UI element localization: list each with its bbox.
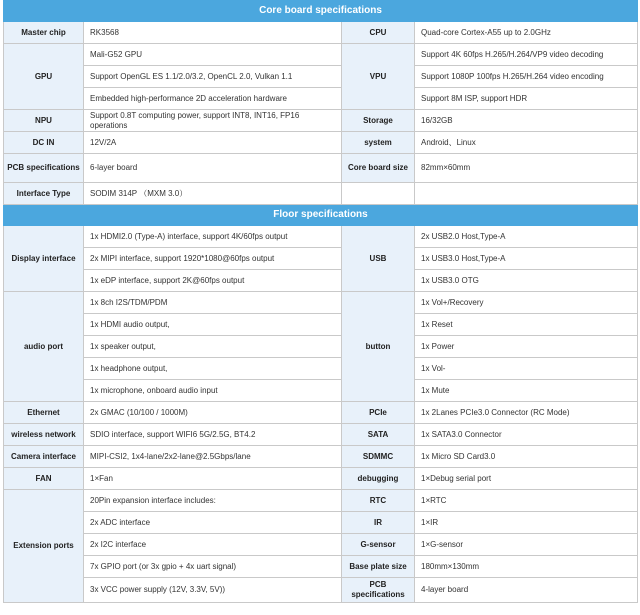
audio-port-label: audio port xyxy=(4,292,84,402)
gpu-value-1: Mali-G52 GPU xyxy=(84,44,342,66)
dc-in-label: DC IN xyxy=(4,132,84,154)
core-section-title: Core board specifications xyxy=(4,1,638,22)
extension-value-4: 7x GPIO port (or 3x gpio + 4x uart signal) xyxy=(84,556,342,578)
core-pcb-label: PCB specifications xyxy=(4,154,84,183)
pcie-value: 1x 2Lanes PCIe3.0 Connector (RC Mode) xyxy=(415,402,638,424)
extension-ports-label: Extension ports xyxy=(4,490,84,603)
ethernet-label: Ethernet xyxy=(4,402,84,424)
cpu-value: Quad-core Cortex-A55 up to 2.0GHz xyxy=(415,22,638,44)
npu-value: Support 0.8T computing power, support INT8, INT16, FP16 operations xyxy=(84,110,342,132)
usb-value-3: 1x USB3.0 OTG xyxy=(415,270,638,292)
button-label: button xyxy=(342,292,415,402)
vpu-value-2: Support 1080P 100fps H.265/H.264 video encoding xyxy=(415,66,638,88)
usb-label: USB xyxy=(342,226,415,292)
audio-value-1: 1x 8ch I2S/TDM/PDM xyxy=(84,292,342,314)
extension-value-2: 2x ADC interface xyxy=(84,512,342,534)
gsensor-value: 1×G-sensor xyxy=(415,534,638,556)
gpu-label: GPU xyxy=(4,44,84,110)
rtc-label: RTC xyxy=(342,490,415,512)
vpu-label: VPU xyxy=(342,44,415,110)
floor-section-title: Floor specifications xyxy=(4,205,638,226)
button-value-2: 1x Reset xyxy=(415,314,638,336)
master-chip-label: Master chip xyxy=(4,22,84,44)
npu-label: NPU xyxy=(4,110,84,132)
ethernet-value: 2x GMAC (10/100 / 1000M) xyxy=(84,402,342,424)
debugging-value: 1×Debug serial port xyxy=(415,468,638,490)
interface-type-value: SODIM 314P （MXM 3.0） xyxy=(84,183,342,205)
debugging-label: debugging xyxy=(342,468,415,490)
extension-value-3: 2x I2C interface xyxy=(84,534,342,556)
wireless-label: wireless network xyxy=(4,424,84,446)
dc-in-value: 12V/2A xyxy=(84,132,342,154)
extension-value-1: 20Pin expansion interface includes: xyxy=(84,490,342,512)
empty-cell xyxy=(415,183,638,205)
cpu-label: CPU xyxy=(342,22,415,44)
gsensor-label: G-sensor xyxy=(342,534,415,556)
camera-label: Camera interface xyxy=(4,446,84,468)
ir-label: IR xyxy=(342,512,415,534)
gpu-value-2: Support OpenGL ES 1.1/2.0/3.2, OpenCL 2.0, Vulkan 1.1 xyxy=(84,66,342,88)
interface-type-label: Interface Type xyxy=(4,183,84,205)
floor-pcb-value: 4-layer board xyxy=(415,578,638,603)
sdmmc-label: SDMMC xyxy=(342,446,415,468)
gpu-value-3: Embedded high-performance 2D acceleration hardware xyxy=(84,88,342,110)
usb-value-1: 2x USB2.0 Host,Type-A xyxy=(415,226,638,248)
display-value-1: 1x HDMI2.0 (Type-A) interface, support 4K/60fps output xyxy=(84,226,342,248)
button-value-4: 1x Vol- xyxy=(415,358,638,380)
core-size-value: 82mm×60mm xyxy=(415,154,638,183)
ir-value: 1×IR xyxy=(415,512,638,534)
base-size-value: 180mm×130mm xyxy=(415,556,638,578)
button-value-5: 1x Mute xyxy=(415,380,638,402)
rtc-value: 1×RTC xyxy=(415,490,638,512)
button-value-1: 1x Vol+/Recovery xyxy=(415,292,638,314)
sdmmc-value: 1x Micro SD Card3.0 xyxy=(415,446,638,468)
vpu-value-1: Support 4K 60fps H.265/H.264/VP9 video decoding xyxy=(415,44,638,66)
storage-value: 16/32GB xyxy=(415,110,638,132)
audio-value-5: 1x microphone, onboard audio input xyxy=(84,380,342,402)
audio-value-2: 1x HDMI audio output, xyxy=(84,314,342,336)
core-size-label: Core board size xyxy=(342,154,415,183)
pcie-label: PCIe xyxy=(342,402,415,424)
display-interface-label: Display interface xyxy=(4,226,84,292)
display-value-2: 2x MIPI interface, support 1920*1080@60fps output xyxy=(84,248,342,270)
sata-value: 1x SATA3.0 Connector xyxy=(415,424,638,446)
camera-value: MIPI-CSI2, 1x4-lane/2x2-lane@2.5Gbps/lane xyxy=(84,446,342,468)
system-value: Android、Linux xyxy=(415,132,638,154)
audio-value-3: 1x speaker output, xyxy=(84,336,342,358)
floor-pcb-label: PCB specifications xyxy=(342,578,415,603)
button-value-3: 1x Power xyxy=(415,336,638,358)
spec-table xyxy=(3,0,638,603)
display-value-3: 1x eDP interface, support 2K@60fps output xyxy=(84,270,342,292)
audio-value-4: 1x headphone output, xyxy=(84,358,342,380)
base-size-label: Base plate size xyxy=(342,556,415,578)
usb-value-2: 1x USB3.0 Host,Type-A xyxy=(415,248,638,270)
fan-label: FAN xyxy=(4,468,84,490)
wireless-value: SDIO interface, support WIFI6 5G/2.5G, BT4.2 xyxy=(84,424,342,446)
core-pcb-value: 6-layer board xyxy=(84,154,342,183)
sata-label: SATA xyxy=(342,424,415,446)
empty-cell xyxy=(342,183,415,205)
fan-value: 1×Fan xyxy=(84,468,342,490)
storage-label: Storage xyxy=(342,110,415,132)
extension-value-5: 3x VCC power supply (12V, 3.3V, 5V)) xyxy=(84,578,342,603)
master-chip-value: RK3568 xyxy=(84,22,342,44)
vpu-value-3: Support 8M ISP, support HDR xyxy=(415,88,638,110)
system-label: system xyxy=(342,132,415,154)
